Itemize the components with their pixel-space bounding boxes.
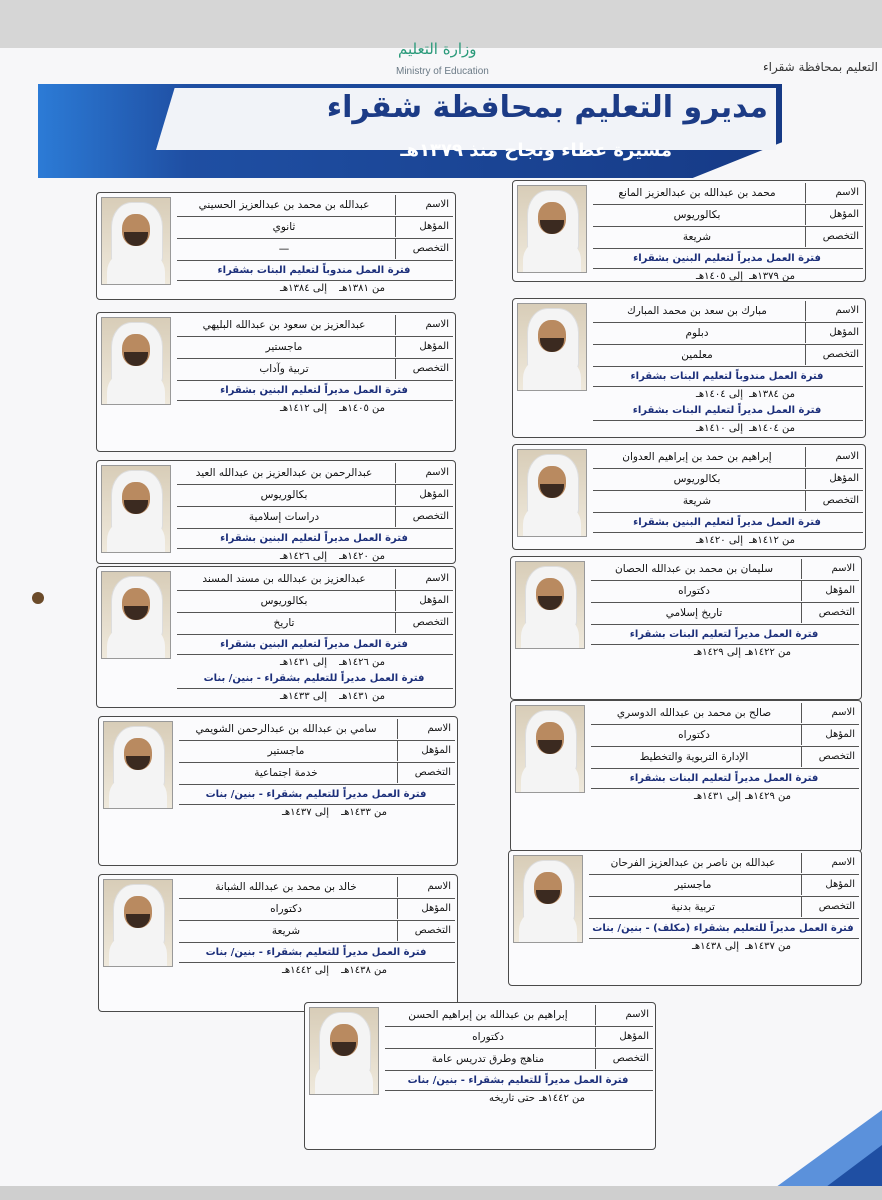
director-photo bbox=[515, 561, 585, 649]
info-row bbox=[589, 853, 859, 873]
page-title: مديرو التعليم بمحافظة شقراء bbox=[326, 90, 768, 125]
director-name: عبدالعزيز بن عبدالله بن مسند المسند bbox=[202, 573, 366, 585]
director-qualification: دكتوراه bbox=[472, 1031, 504, 1043]
director-qualification: دكتوراه bbox=[678, 729, 710, 741]
field-label: الاسم bbox=[397, 719, 455, 739]
info-row bbox=[591, 581, 859, 601]
work-period-title: فترة العمل مديراً للتعليم بشقراء - بنين/ بنات bbox=[205, 789, 427, 800]
work-period-title: فترة العمل مديراً لتعليم البنين بشقراء bbox=[633, 253, 821, 264]
director-card bbox=[98, 874, 458, 1012]
info-row bbox=[593, 447, 863, 467]
director-specialization: تربية بدنية bbox=[671, 901, 715, 913]
director-name: خالد بن محمد بن عبدالله الشبانة bbox=[215, 881, 357, 893]
info-row bbox=[593, 183, 863, 203]
period-from: من ١٤٣٣هـ bbox=[341, 807, 387, 818]
director-card bbox=[510, 556, 862, 700]
field-label: الاسم bbox=[805, 447, 863, 467]
field-label: المؤهل bbox=[805, 469, 863, 489]
work-period-title: فترة العمل مديراً لتعليم البنات بشقراء bbox=[629, 773, 819, 784]
period-from: من ١٣٨٤هـ bbox=[749, 389, 795, 400]
director-photo bbox=[101, 197, 171, 285]
director-photo bbox=[517, 303, 587, 391]
field-label: الاسم bbox=[395, 569, 453, 589]
field-label: المؤهل bbox=[397, 899, 455, 919]
director-photo bbox=[515, 705, 585, 793]
period-to: إلى ١٤١٢هـ bbox=[279, 403, 327, 414]
field-label: الاسم bbox=[801, 559, 859, 579]
field-label: التخصص bbox=[397, 921, 455, 941]
info-row bbox=[179, 877, 455, 897]
corner-decoration-icon bbox=[732, 1100, 882, 1190]
director-specialization: دراسات إسلامية bbox=[248, 511, 320, 523]
director-card bbox=[96, 460, 456, 564]
info-row bbox=[593, 323, 863, 343]
work-period-title: فترة العمل مديراً للتعليم بشقراء - بنين/ بنات bbox=[407, 1075, 629, 1086]
director-qualification: بكالوريوس bbox=[260, 595, 308, 607]
work-period-title: فترة العمل مديراً للتعليم بشقراء - بنين/ بنات bbox=[203, 673, 425, 684]
info-row bbox=[591, 603, 859, 623]
director-photo bbox=[517, 449, 587, 537]
field-label: المؤهل bbox=[805, 205, 863, 225]
info-row bbox=[385, 1049, 653, 1069]
info-row bbox=[179, 921, 455, 941]
work-period-title: فترة العمل مندوباً لتعليم البنات بشقراء bbox=[217, 265, 411, 276]
department-name: التعليم بمحافظة شقراء bbox=[762, 60, 878, 74]
field-label: المؤهل bbox=[801, 875, 859, 895]
field-label: التخصص bbox=[395, 507, 453, 527]
director-name: مبارك بن سعد بن محمد المبارك bbox=[627, 305, 767, 317]
director-name: إبراهيم بن حمد بن إبراهيم العدوان bbox=[622, 451, 772, 463]
info-row bbox=[593, 469, 863, 489]
director-card bbox=[96, 312, 456, 452]
director-name: عبدالرحمن بن عبدالعزيز بن عبدالله العيد bbox=[195, 467, 373, 479]
field-label: التخصص bbox=[395, 359, 453, 379]
director-card bbox=[304, 1002, 656, 1150]
period-from: من ١٤٣٨هـ bbox=[341, 965, 387, 976]
info-row bbox=[177, 613, 453, 633]
period-from: من ١٤٤٢هـ bbox=[539, 1093, 585, 1104]
info-row bbox=[177, 591, 453, 611]
info-row bbox=[591, 703, 859, 723]
director-photo bbox=[101, 465, 171, 553]
period-from: من ١٣٧٩هـ bbox=[749, 271, 795, 282]
field-label: المؤهل bbox=[595, 1027, 653, 1047]
director-photo bbox=[103, 879, 173, 967]
director-photo bbox=[101, 571, 171, 659]
period-to: إلى ١٤٣٨هـ bbox=[691, 941, 739, 952]
director-specialization: معلمين bbox=[681, 349, 713, 361]
info-row bbox=[591, 725, 859, 745]
info-row bbox=[177, 485, 453, 505]
director-qualification: ثانوي bbox=[272, 221, 296, 233]
punch-hole bbox=[32, 592, 44, 604]
page-subtitle: مسيرة عطاء ونجاح منذ ١٣٧٩هـ bbox=[400, 140, 672, 161]
work-period-title: فترة العمل مديراً لتعليم البنين بشقراء bbox=[633, 517, 821, 528]
field-label: المؤهل bbox=[395, 217, 453, 237]
ministry-logo-arabic: وزارة التعليم bbox=[398, 40, 477, 58]
ministry-logo-english: Ministry of Education bbox=[396, 66, 489, 77]
period-to: إلى ١٤٣٣هـ bbox=[279, 691, 327, 702]
director-qualification: بكالوريوس bbox=[673, 473, 721, 485]
period-to: إلى ١٤٢٦هـ bbox=[279, 551, 327, 562]
period-to: إلى ١٣٨٤هـ bbox=[279, 283, 327, 294]
field-label: التخصص bbox=[801, 747, 859, 767]
director-specialization: شريعة bbox=[682, 231, 712, 243]
director-specialization: تاريخ bbox=[273, 617, 295, 629]
field-label: الاسم bbox=[801, 853, 859, 873]
director-name: صالح بن محمد بن عبدالله الدوسري bbox=[616, 707, 772, 719]
period-from: من ١٤١٢هـ bbox=[749, 535, 795, 546]
field-label: التخصص bbox=[805, 345, 863, 365]
director-specialization: — bbox=[278, 243, 290, 255]
work-period-title: فترة العمل مديراً للتعليم بشقراء (مكلف) - بنين/ بنات bbox=[592, 923, 854, 934]
director-photo bbox=[309, 1007, 379, 1095]
field-label: المؤهل bbox=[805, 323, 863, 343]
field-label: الاسم bbox=[397, 877, 455, 897]
director-qualification: بكالوريوس bbox=[260, 489, 308, 501]
field-label: التخصص bbox=[595, 1049, 653, 1069]
field-label: المؤهل bbox=[397, 741, 455, 761]
director-name: عبدالله بن محمد بن عبدالعزيز الحسيني bbox=[198, 199, 370, 211]
info-row bbox=[177, 239, 453, 259]
period-from: من ١٤٢٠هـ bbox=[339, 551, 385, 562]
info-row bbox=[177, 359, 453, 379]
period-from: من ١٤٢٦هـ bbox=[339, 657, 385, 668]
field-label: المؤهل bbox=[395, 337, 453, 357]
director-card bbox=[512, 180, 866, 282]
period-to: حتى تاريخه bbox=[489, 1093, 535, 1104]
field-label: التخصص bbox=[395, 239, 453, 259]
director-qualification: دكتوراه bbox=[678, 585, 710, 597]
director-card bbox=[98, 716, 458, 866]
work-period-title: فترة العمل مندوباً لتعليم البنات بشقراء bbox=[630, 371, 824, 382]
work-period-title: فترة العمل مديراً للتعليم بشقراء - بنين/ بنات bbox=[205, 947, 427, 958]
director-specialization: شريعة bbox=[271, 925, 301, 937]
field-label: الاسم bbox=[395, 195, 453, 215]
director-qualification: ماجستير bbox=[674, 879, 712, 891]
info-row bbox=[593, 301, 863, 321]
info-row bbox=[179, 741, 455, 761]
director-card bbox=[512, 444, 866, 550]
info-row bbox=[591, 559, 859, 579]
director-card bbox=[508, 850, 862, 986]
info-row bbox=[591, 747, 859, 767]
field-label: التخصص bbox=[801, 897, 859, 917]
director-name: سليمان بن محمد بن عبدالله الحصان bbox=[614, 563, 773, 575]
field-label: الاسم bbox=[805, 183, 863, 203]
director-name: محمد بن عبدالله بن عبدالعزيز المانع bbox=[618, 187, 776, 199]
director-qualification: بكالوريوس bbox=[673, 209, 721, 221]
info-row bbox=[177, 337, 453, 357]
director-name: عبدالله بن ناصر بن عبدالعزيز الفرحان bbox=[610, 857, 776, 869]
director-photo bbox=[517, 185, 587, 273]
period-to: إلى ١٤٠٤هـ bbox=[695, 389, 743, 400]
info-row bbox=[593, 491, 863, 511]
director-photo bbox=[103, 721, 173, 809]
director-photo bbox=[513, 855, 583, 943]
period-to: إلى ١٤٤٢هـ bbox=[281, 965, 329, 976]
director-specialization: مناهج وطرق تدريس عامة bbox=[431, 1053, 545, 1065]
info-row bbox=[177, 217, 453, 237]
director-card bbox=[510, 700, 862, 852]
info-row bbox=[593, 205, 863, 225]
period-to: إلى ١٤٠٥هـ bbox=[695, 271, 743, 282]
field-label: التخصص bbox=[801, 603, 859, 623]
period-to: إلى ١٤٢٠هـ bbox=[695, 535, 743, 546]
work-period-title: فترة العمل مديراً لتعليم البنات بشقراء bbox=[632, 405, 822, 416]
director-card bbox=[96, 192, 456, 300]
period-to: إلى ١٤١٠هـ bbox=[695, 423, 743, 434]
period-to: إلى ١٤٣١هـ bbox=[279, 657, 327, 668]
director-specialization: تاريخ إسلامي bbox=[665, 607, 723, 619]
period-from: من ١٤٣١هـ bbox=[339, 691, 385, 702]
period-to: إلى ١٤٢٩هـ bbox=[693, 647, 741, 658]
info-row bbox=[385, 1005, 653, 1025]
work-period-title: فترة العمل مديراً لتعليم البنين بشقراء bbox=[220, 639, 408, 650]
field-label: التخصص bbox=[395, 613, 453, 633]
director-qualification: ماجستير bbox=[265, 341, 303, 353]
field-label: الاسم bbox=[801, 703, 859, 723]
director-name: إبراهيم بن عبدالله بن إبراهيم الحسن bbox=[408, 1009, 568, 1021]
period-from: من ١٤٠٤هـ bbox=[749, 423, 795, 434]
info-row bbox=[593, 345, 863, 365]
field-label: التخصص bbox=[397, 763, 455, 783]
director-specialization: الإدارة التربوية والتخطيط bbox=[639, 751, 749, 763]
field-label: الاسم bbox=[805, 301, 863, 321]
period-from: من ١٤٣٧هـ bbox=[745, 941, 791, 952]
period-to: إلى ١٤٣٧هـ bbox=[281, 807, 329, 818]
work-period-title: فترة العمل مديراً لتعليم البنين بشقراء bbox=[220, 385, 408, 396]
director-specialization: شريعة bbox=[682, 495, 712, 507]
info-row bbox=[179, 719, 455, 739]
field-label: الاسم bbox=[395, 463, 453, 483]
work-period-title: فترة العمل مديراً لتعليم البنات بشقراء bbox=[629, 629, 819, 640]
field-label: المؤهل bbox=[801, 725, 859, 745]
director-name: عبدالعزيز بن سعود بن عبدالله البليهي bbox=[202, 319, 366, 331]
director-qualification: دكتوراه bbox=[270, 903, 302, 915]
field-label: الاسم bbox=[395, 315, 453, 335]
info-row bbox=[385, 1027, 653, 1047]
bottom-margin bbox=[0, 1186, 882, 1200]
director-name: سامي بن عبدالله بن عبدالرحمن الشويمي bbox=[195, 723, 377, 735]
period-to: إلى ١٤٣١هـ bbox=[693, 791, 741, 802]
info-row bbox=[177, 463, 453, 483]
period-from: من ١٤٠٥هـ bbox=[339, 403, 385, 414]
info-row bbox=[589, 897, 859, 917]
field-label: المؤهل bbox=[801, 581, 859, 601]
field-label: التخصص bbox=[805, 227, 863, 247]
info-row bbox=[593, 227, 863, 247]
director-photo bbox=[101, 317, 171, 405]
field-label: المؤهل bbox=[395, 591, 453, 611]
director-qualification: دبلوم bbox=[685, 327, 709, 339]
work-period-title: فترة العمل مديراً لتعليم البنين بشقراء bbox=[220, 533, 408, 544]
info-row bbox=[177, 195, 453, 215]
info-row bbox=[177, 315, 453, 335]
director-card bbox=[96, 566, 456, 708]
info-row bbox=[179, 899, 455, 919]
period-from: من ١٤٢٢هـ bbox=[745, 647, 791, 658]
director-card bbox=[512, 298, 866, 438]
info-row bbox=[179, 763, 455, 783]
info-row bbox=[589, 875, 859, 895]
field-label: المؤهل bbox=[395, 485, 453, 505]
period-from: من ١٣٨١هـ bbox=[339, 283, 385, 294]
period-from: من ١٤٢٩هـ bbox=[745, 791, 791, 802]
director-qualification: ماجستير bbox=[267, 745, 305, 757]
title-banner bbox=[38, 84, 782, 178]
info-row bbox=[177, 569, 453, 589]
field-label: التخصص bbox=[805, 491, 863, 511]
director-specialization: خدمة اجتماعية bbox=[254, 767, 318, 779]
field-label: الاسم bbox=[595, 1005, 653, 1025]
director-specialization: تربية وآداب bbox=[259, 363, 309, 375]
info-row bbox=[177, 507, 453, 527]
